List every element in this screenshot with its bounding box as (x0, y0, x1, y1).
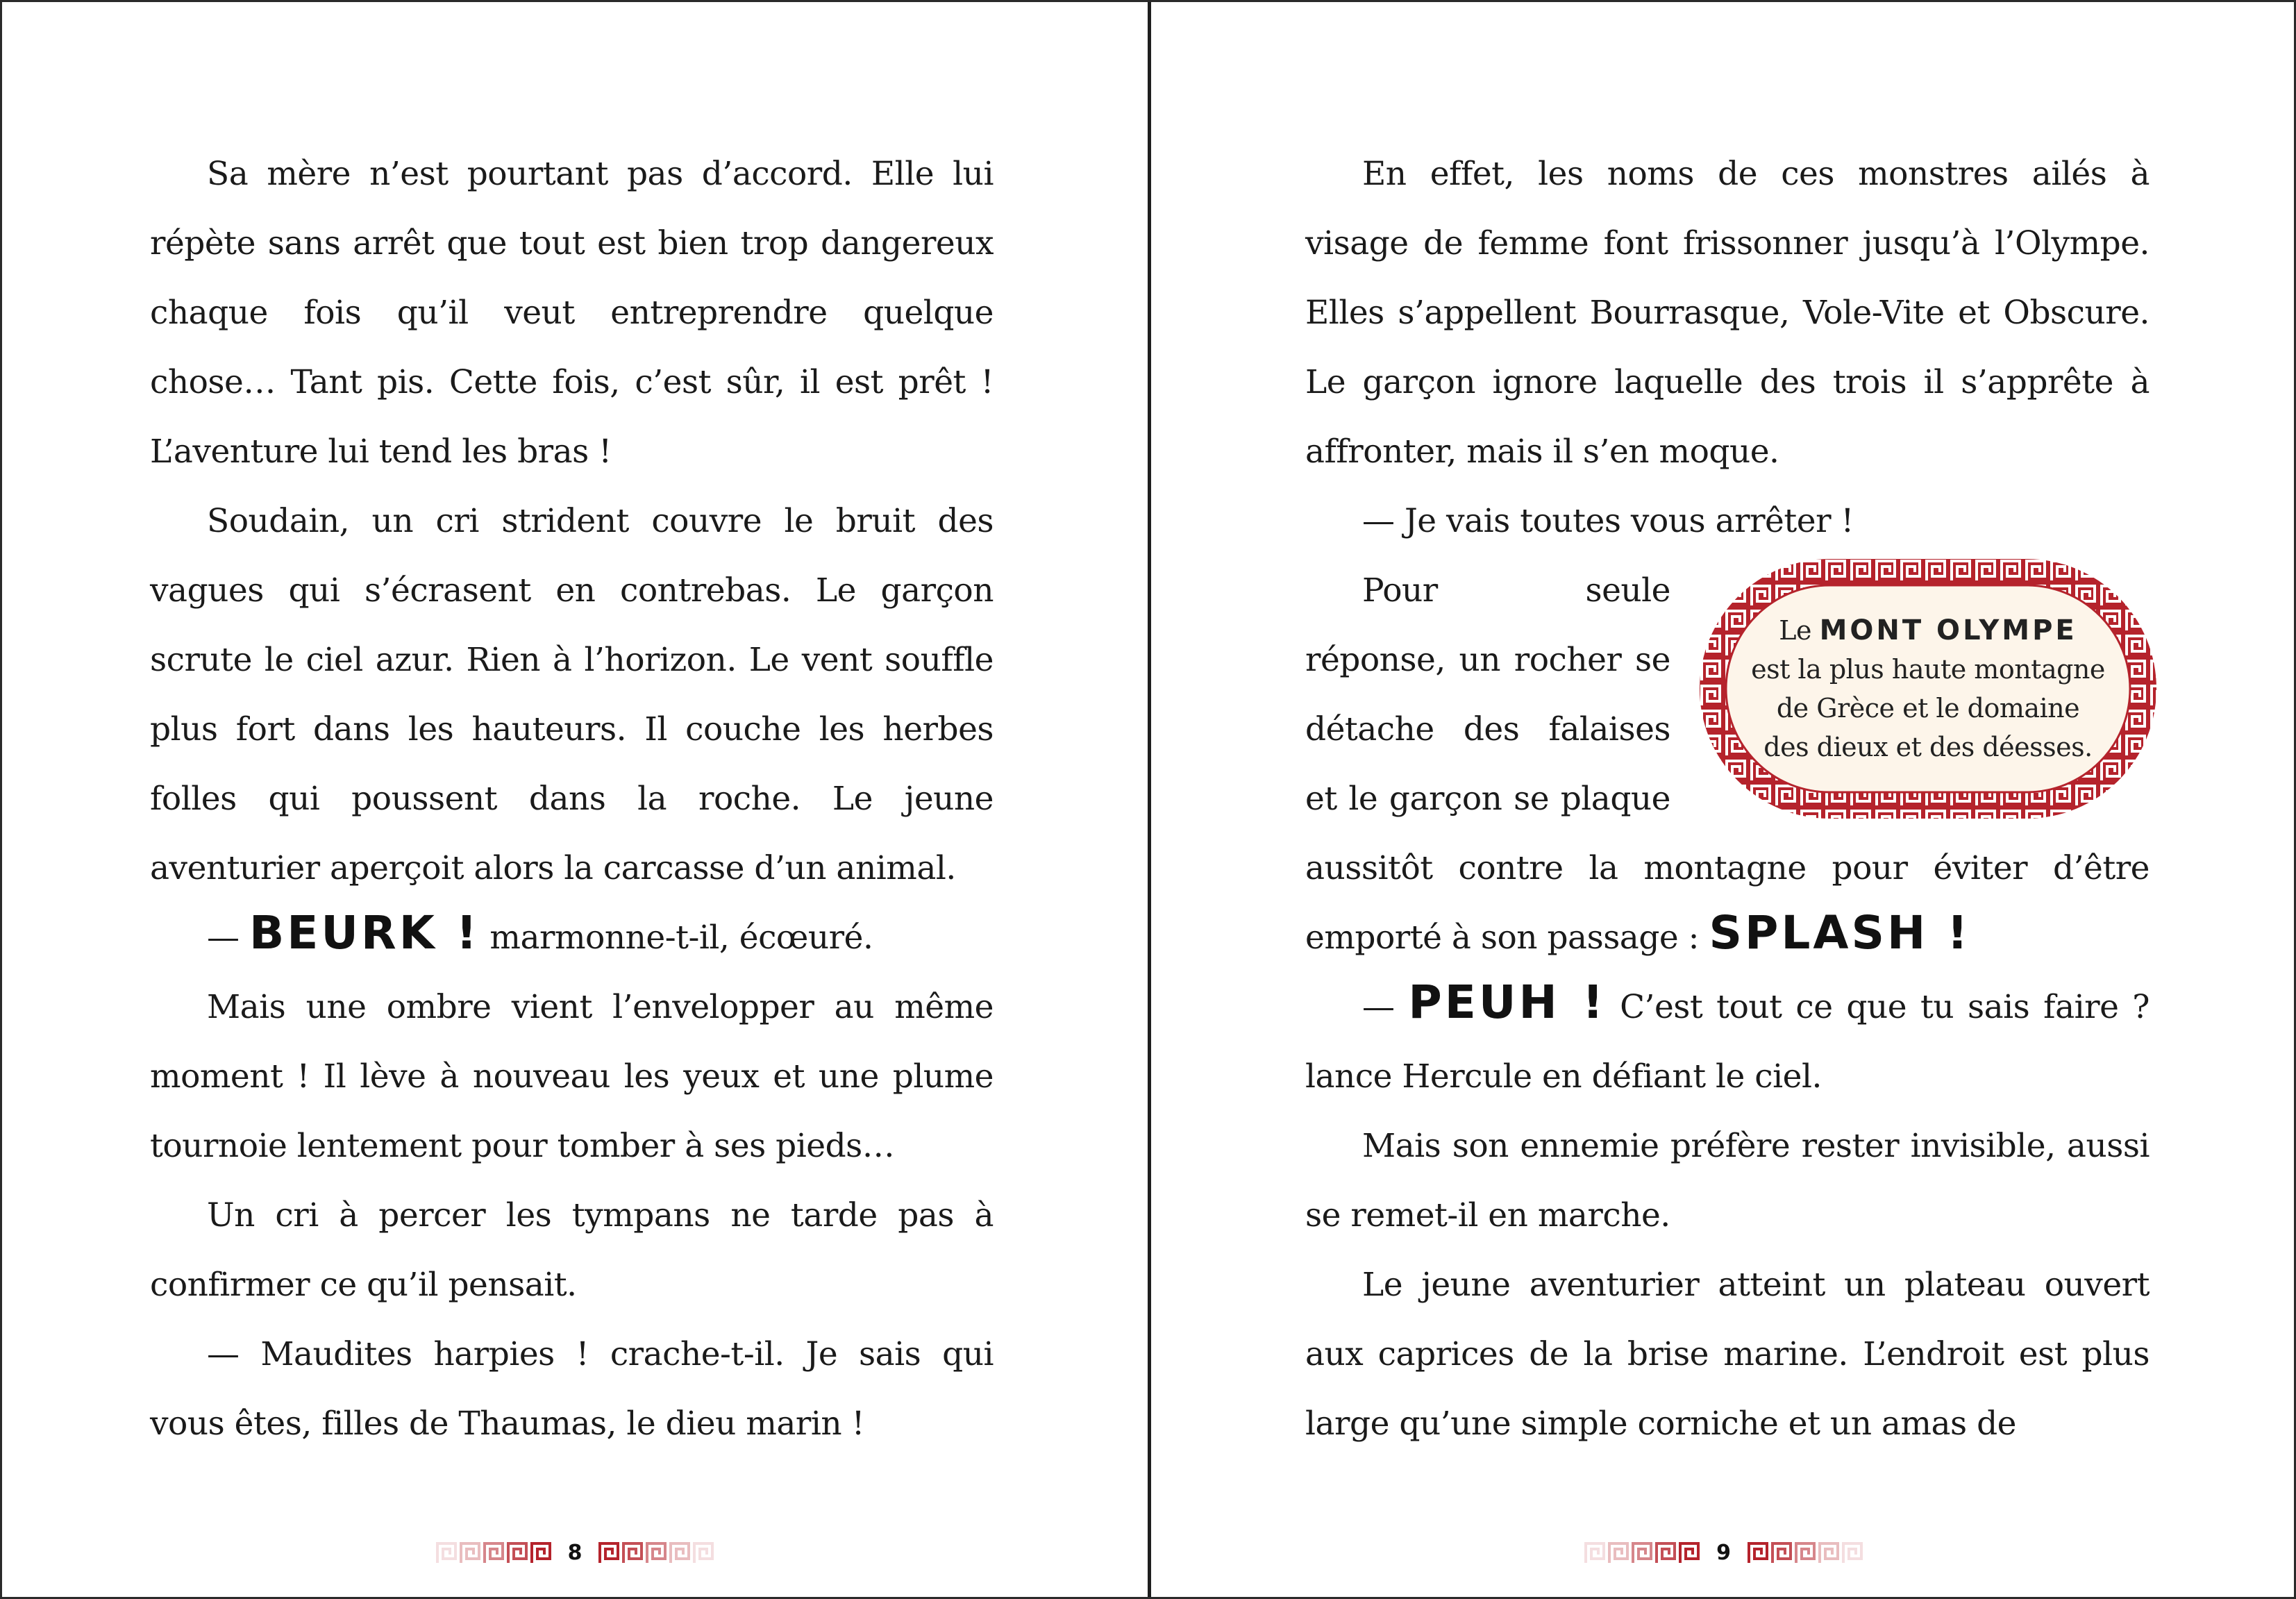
page-number-footer (2, 1535, 1148, 1570)
page-number-footer (1151, 1535, 2296, 1570)
infobox-line: est la plus haute montagne (1751, 654, 2105, 685)
infobox-title: MONT OLYMPE (1819, 614, 2077, 646)
paragraph-dialogue (150, 903, 994, 973)
paragraph-text: Pour seule réponse, un rocher se détache des falaises et le garçon se plaque aussitôt contre la montagne pour éviter d’être emporté à son passage : (1305, 571, 2150, 957)
dialogue-text: marmonne-t-il, écœuré. (479, 919, 873, 957)
right-page (1151, 2, 2296, 1597)
right-page-text (1305, 140, 2150, 1459)
paragraph: Mais son ennemie préfère rester invisible, aussi se remet-il en marche. (1305, 1127, 2150, 1234)
greek-key-right-icon (597, 1541, 715, 1564)
paragraph: Sa mère n’est pourtant pas d’accord. Elle lui répète sans arrêt que tout est bien trop dangereux chaque fois qu’il veut entreprendre quelque chose… Tant pis. Cette fois, c’est sûr, il est prêt ! L’aventure lui tend les bras ! (150, 155, 994, 471)
dialogue-dash: — (1362, 988, 1409, 1026)
dialogue-dash: — (207, 919, 249, 957)
infobox-line: de Grèce et le domaine (1776, 693, 2080, 723)
left-page-text (150, 140, 994, 1459)
greek-key-left-icon (1583, 1541, 1701, 1564)
greek-key-right-icon (1746, 1541, 1864, 1564)
page-number: 8 (567, 1540, 583, 1565)
paragraph: — Maudites harpies ! crache-t-il. Je sais qui vous êtes, filles de Thaumas, le dieu marin ! (150, 1335, 994, 1443)
onomatopoeia-splash: SPLASH ! (1709, 906, 1971, 960)
infobox-heading (1779, 611, 2077, 650)
dialogue-text: C’est tout ce que tu sais faire ? lance Hercule en défiant le ciel. (1305, 988, 2150, 1096)
onomatopoeia-beurk: BEURK ! (249, 906, 480, 960)
paragraph-dialogue: — Je vais toutes vous arrêter ! (1362, 502, 1854, 540)
page-number: 9 (1716, 1540, 1731, 1565)
mont-olympe-infobox (1698, 558, 2158, 820)
onomatopoeia-peuh: PEUH ! (1408, 976, 1607, 1029)
paragraph: En effet, les noms de ces monstres ailés à visage de femme font frissonner jusqu’à l’Olympe. Elles s’appellent Bourrasque, Vole-Vite et Obscure. Le garçon ignore laquelle des trois il s’apprête à affronter, mais il s’en moque. (1305, 155, 2150, 471)
infobox-text (1740, 599, 2116, 778)
paragraph: Un cri à percer les tympans ne tarde pas à confirmer ce qu’il pensait. (150, 1196, 994, 1304)
infobox-prefix: Le (1779, 615, 1820, 646)
paragraph: Soudain, un cri strident couvre le bruit des vagues qui s’écrasent en contrebas. Le garçon scrute le ciel azur. Rien à l’horizon. Le vent souffle plus fort dans les hauteurs. Il couche les herbes folles qui poussent dans la roche. Le jeune aventurier aperçoit alors la carcasse d’un animal. (150, 502, 994, 887)
paragraph-dialogue (1305, 973, 2150, 1112)
paragraph-with-infobox (1305, 556, 2150, 973)
infobox-line: des dieux et des déesses. (1763, 732, 2093, 762)
paragraph: Le jeune aventurier atteint un plateau ouvert aux caprices de la brise marine. L’endroit est plus large qu’une simple corniche et un amas de (1305, 1266, 2150, 1443)
greek-key-left-icon (435, 1541, 553, 1564)
paragraph: Mais une ombre vient l’envelopper au même moment ! Il lève à nouveau les yeux et une plume tournoie lentement pour tomber à ses pieds… (150, 988, 994, 1165)
left-page (2, 2, 1148, 1597)
